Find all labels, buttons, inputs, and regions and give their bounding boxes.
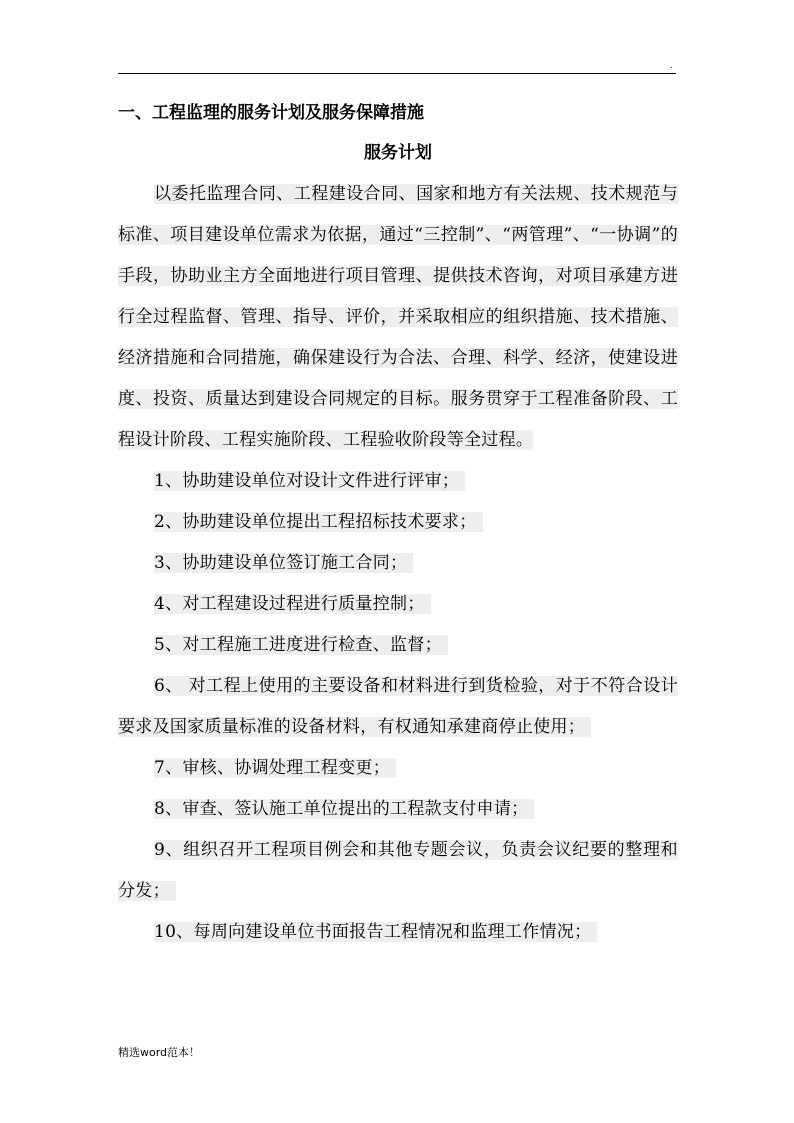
list-item [118, 666, 678, 748]
list-item [118, 461, 678, 502]
header-rule [118, 73, 676, 74]
list-item-text: 5、对工程施工进度进行检查、监督； [154, 635, 448, 655]
section-subheading: 服务计划 [364, 143, 432, 163]
intro-text: 以委托监理合同、工程建设合同、国家和地方有关法规、技术规范与标准、项目建设单位需求为依据，通过“三控制”、“两管理”、“一协调”的手段，协助业主方全面地进行项目管理、提供技术咨询，对项目承建方进行全过程监督、管理、指导、评价，并采取相应的组织措施、技术措施、经济措施和合同措施，确保建设行为合法、合理、科学、经济，使建设进度、投资、质量达到建设合同规定的目标。服务贯穿于工程准备阶段、工程设计阶段、工程实施阶段、工程验收阶段等全过程。 [118, 184, 678, 450]
list-item-text: 10、每周向建设单位书面报告工程情况和监理工作情况； [154, 922, 597, 942]
footer-text: 精选word范本！ [118, 1046, 201, 1059]
list-item-text: 2、协助建设单位提出工程招标技术要求； [154, 512, 483, 532]
header-mark: . [670, 61, 673, 70]
list-item [118, 912, 678, 953]
list-item-text: 3、协助建设单位签订施工合同； [154, 553, 413, 573]
list-item [118, 748, 678, 789]
list-item [118, 625, 678, 666]
list-item [118, 543, 678, 584]
list-item-text: 4、对工程建设过程进行质量控制； [154, 594, 431, 614]
list-item-text: 1、协助建设单位对设计文件进行评审； [154, 471, 465, 491]
list-item [118, 830, 678, 912]
intro-paragraph [118, 174, 678, 461]
list-item [118, 502, 678, 543]
section-heading: 一、工程监理的服务计划及服务保障措施 [118, 103, 424, 123]
list-item-text: 7、审核、协调处理工程变更； [154, 758, 396, 778]
document-body [118, 100, 678, 953]
list-item [118, 789, 678, 830]
list-item-text: 9、组织召开工程项目例会和其他专题会议，负责会议纪要的整理和分发； [118, 840, 678, 901]
list-item [118, 584, 678, 625]
list-item-text: 6、 对工程上使用的主要设备和材料进行到货检验，对于不符合设计要求及国家质量标准的设备材料，有权通知承建商停止使用； [118, 676, 678, 737]
list-item-text: 8、审查、签认施工单位提出的工程款支付申请； [154, 799, 534, 819]
